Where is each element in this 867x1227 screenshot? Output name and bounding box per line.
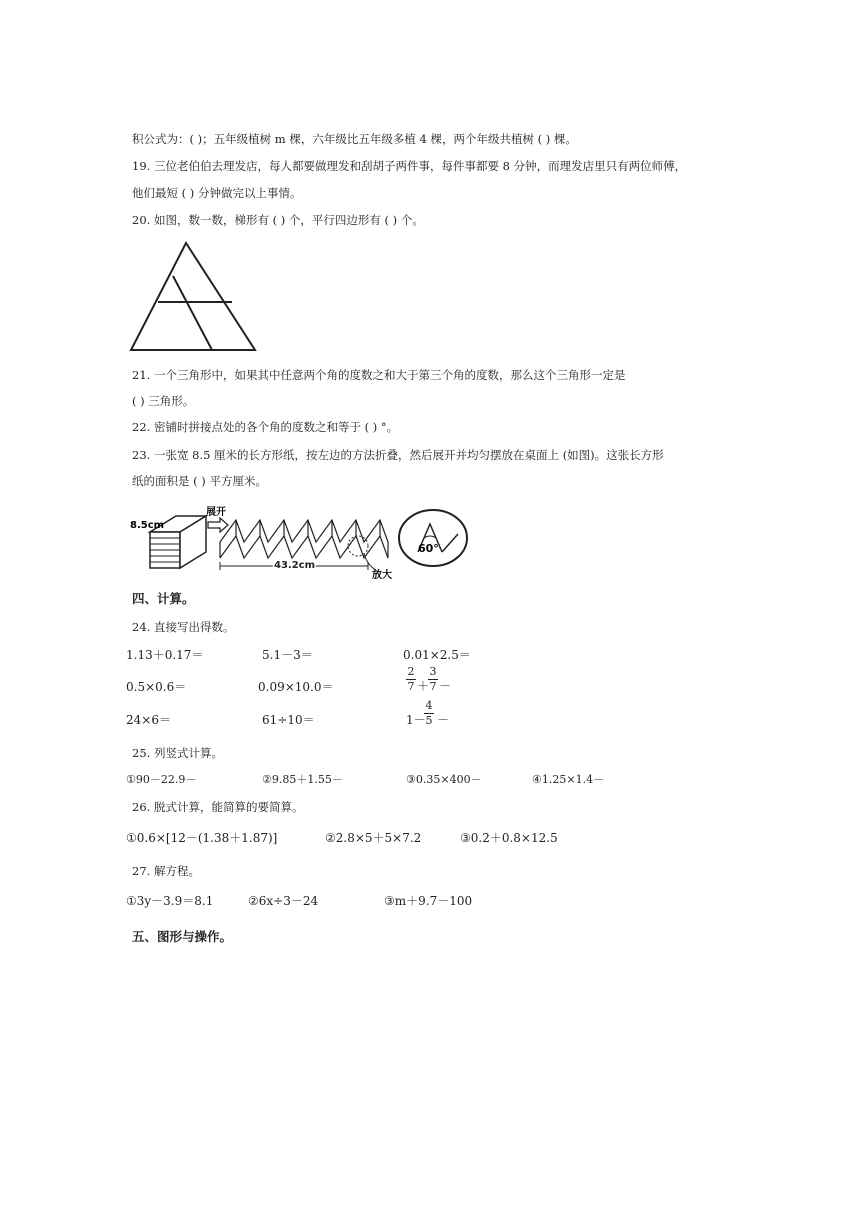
- q21-line1: 21. 一个三角形中，如果其中任意两个角的度数之和大于第三个角的度数，那么这个三角形一定是: [132, 368, 626, 382]
- q27-item-3: ③m＋9.7－100: [384, 894, 473, 908]
- fig-angle-label: 60°: [418, 542, 439, 555]
- q24-r3-frac: 4 5: [425, 699, 433, 727]
- q24-r2-frac1: 2 7: [407, 665, 415, 693]
- q24-r2-eq: －: [439, 679, 452, 693]
- q27-title: 27. 解方程。: [132, 864, 200, 878]
- q26-item-2: ②2.8×5＋5×7.2: [325, 831, 422, 845]
- q19-line1: 19. 三位老伯伯去理发店，每人都要做理发和刮胡子两件事，每件事都要 8 分钟，而理发店里只有两位师傅，: [132, 159, 687, 173]
- q27-item-1: ①3y－3.9＝8.1: [126, 894, 214, 908]
- zigzag-strip: [220, 520, 388, 558]
- q26-item-1: ①0.6×[12－(1.38＋1.87)]: [126, 831, 278, 845]
- q24-r1-c1: 1.13＋0.17＝: [126, 648, 204, 662]
- q23-line2: 纸的面积是 ( ) 平方厘米。: [132, 474, 267, 488]
- q24-r2-c2: 0.09×10.0＝: [258, 680, 334, 694]
- q21-line2: ( ) 三角形。: [132, 394, 195, 408]
- q24-r2-c1: 0.5×0.6＝: [126, 680, 187, 694]
- q24-r1-c3: 0.01×2.5＝: [403, 648, 471, 662]
- q24-r1-c2: 5.1－3＝: [262, 648, 313, 662]
- q23-folded-paper-figure: [128, 502, 473, 582]
- q20-triangle-figure: [128, 240, 260, 354]
- q19-line2: 他们最短 ( ) 分钟做完以上事情。: [132, 186, 302, 200]
- q26-item-3: ③0.2＋0.8×12.5: [460, 831, 558, 845]
- q24-r3-eq: －: [437, 713, 450, 727]
- section-4-title: 四、计算。: [132, 591, 195, 606]
- section-5-title: 五、图形与操作。: [132, 929, 233, 944]
- q27-item-2: ②6x÷3－24: [248, 894, 319, 908]
- q18-tail-text: 积公式为：( )；五年级植树 m 棵，六年级比五年级多植 4 棵，两个年级共植树 ( ) 棵。: [132, 132, 577, 146]
- q24-r3-pre: 1－: [406, 713, 426, 727]
- fig-length-label: 43.2cm: [274, 560, 316, 571]
- unfold-arrow-icon: [208, 518, 228, 532]
- q24-r3-c1: 24×6＝: [126, 713, 171, 727]
- q25-item-2: ②9.85＋1.55－: [262, 773, 343, 786]
- fig-width-label: 8.5cm: [130, 520, 165, 531]
- q24-r3-c2: 61÷10＝: [262, 713, 315, 727]
- fig-zoom-label: 放大: [372, 570, 392, 581]
- q25-item-1: ①90－22.9－: [126, 773, 197, 786]
- q24-r2-frac2: 3 7: [429, 665, 437, 693]
- fig-unfold-label: 展开: [206, 507, 226, 518]
- q23-line1: 23. 一张宽 8.5 厘米的长方形纸，按左边的方法折叠，然后展开并均匀摆放在桌面上 (如图)。这张长方形: [132, 448, 664, 462]
- q25-title: 25. 列竖式计算。: [132, 746, 223, 760]
- q22-text: 22. 密铺时拼接点处的各个角的度数之和等于 ( ) °。: [132, 420, 399, 434]
- q26-title: 26. 脱式计算，能简算的要简算。: [132, 800, 304, 814]
- q24-title: 24. 直接写出得数。: [132, 620, 235, 634]
- q20-text: 20. 如图，数一数，梯形有 ( ) 个，平行四边形有 ( ) 个。: [132, 213, 424, 227]
- q25-item-3: ③0.35×400－: [406, 773, 482, 786]
- q24-r2-op: ＋: [417, 679, 430, 693]
- q25-item-4: ④1.25×1.4－: [532, 773, 605, 786]
